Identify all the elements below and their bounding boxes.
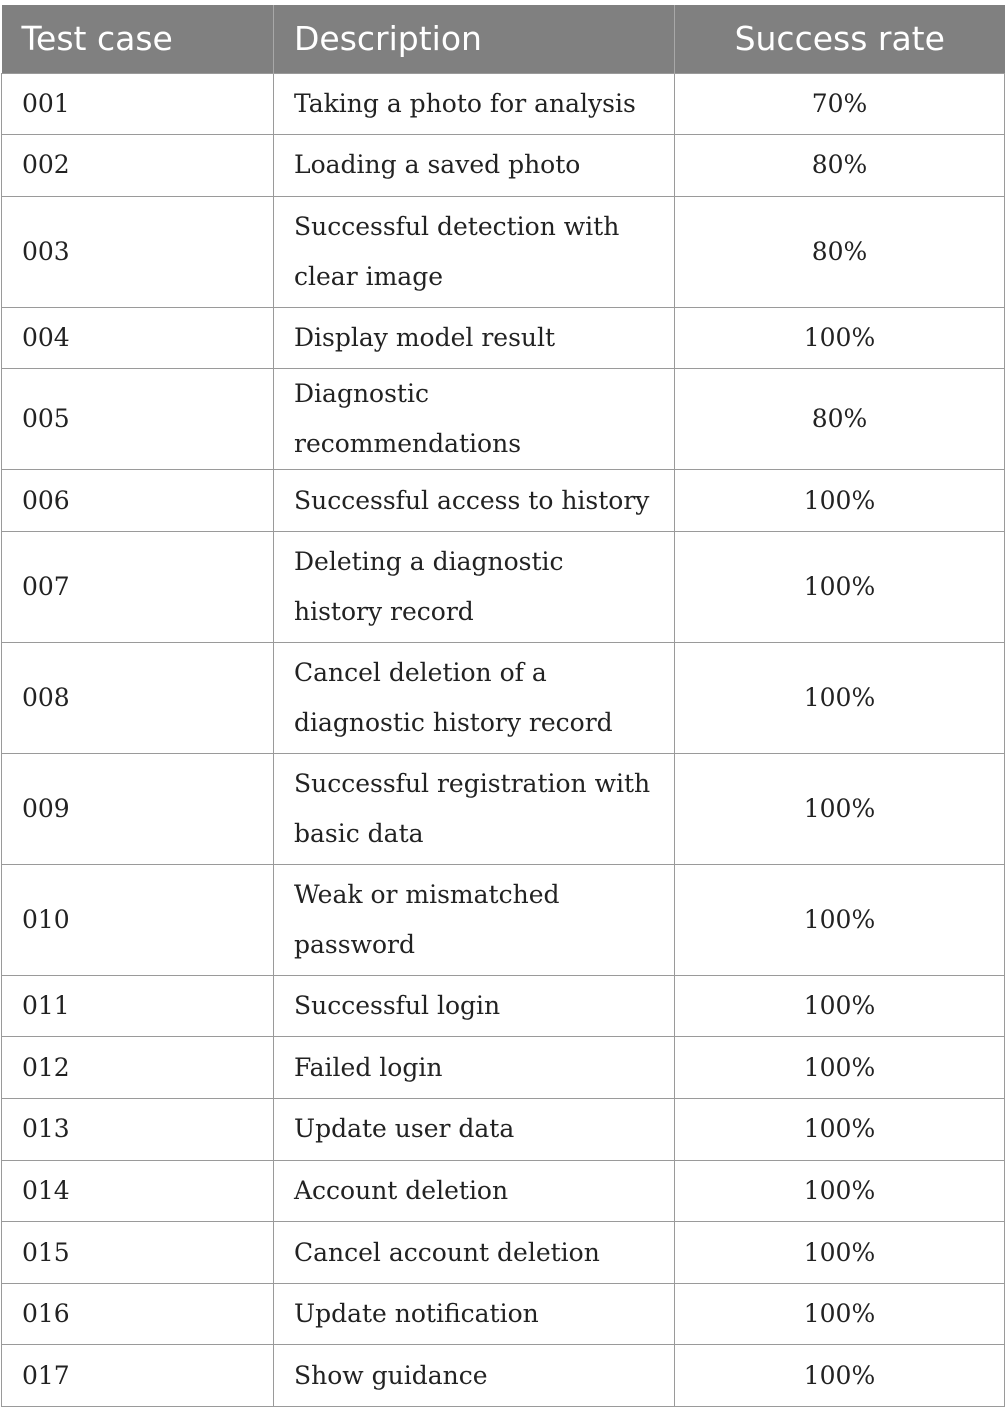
cell-description: Diagnostic recommendations [274,369,675,470]
cell-success-rate: 100% [675,1222,1005,1284]
cell-description: Weak or mismatched password [274,864,675,975]
cell-test-case: 016 [2,1283,274,1345]
cell-success-rate: 100% [675,1283,1005,1345]
cell-test-case: 010 [2,864,274,975]
cell-success-rate: 80% [675,369,1005,470]
header-test-case: Test case [2,5,274,73]
cell-test-case: 004 [2,307,274,369]
table-row [2,369,1005,470]
cell-test-case: 006 [2,470,274,532]
cell-success-rate: 80% [675,196,1005,307]
table-row [2,470,1005,532]
cell-description: Deleting a diagnostic history record [274,531,675,642]
cell-success-rate: 100% [675,1345,1005,1407]
cell-success-rate: 100% [675,1037,1005,1099]
cell-test-case: 007 [2,531,274,642]
cell-description: Cancel deletion of a diagnostic history record [274,642,675,753]
cell-success-rate: 100% [675,753,1005,864]
table-row [2,531,1005,642]
cell-success-rate: 100% [675,470,1005,532]
cell-success-rate: 100% [675,307,1005,369]
table-row [2,1345,1005,1407]
cell-description: Successful login [274,975,675,1037]
table-row [2,1160,1005,1222]
table-row [2,196,1005,307]
cell-description: Update user data [274,1099,675,1161]
cell-test-case: 015 [2,1222,274,1284]
table-header [2,5,1005,73]
table-row [2,307,1005,369]
cell-description: Loading a saved photo [274,135,675,197]
cell-test-case: 013 [2,1099,274,1161]
header-description: Description [274,5,675,73]
cell-success-rate: 100% [675,864,1005,975]
cell-test-case: 001 [2,73,274,135]
cell-description: Show guidance [274,1345,675,1407]
table-row [2,1283,1005,1345]
cell-test-case: 009 [2,753,274,864]
cell-test-case: 011 [2,975,274,1037]
cell-success-rate: 100% [675,1160,1005,1222]
table-row [2,73,1005,135]
cell-success-rate: 100% [675,1099,1005,1161]
table-row [2,1222,1005,1284]
cell-test-case: 002 [2,135,274,197]
table-row [2,642,1005,753]
cell-success-rate: 100% [675,642,1005,753]
table-row [2,1037,1005,1099]
cell-success-rate: 70% [675,73,1005,135]
table-row [2,864,1005,975]
cell-description: Successful access to history [274,470,675,532]
cell-test-case: 014 [2,1160,274,1222]
cell-test-case: 017 [2,1345,274,1407]
test-results-table [1,5,1005,1407]
table-row [2,753,1005,864]
cell-description: Successful registration with basic data [274,753,675,864]
cell-test-case: 005 [2,369,274,470]
cell-test-case: 012 [2,1037,274,1099]
cell-success-rate: 80% [675,135,1005,197]
cell-description: Successful detection with clear image [274,196,675,307]
cell-test-case: 003 [2,196,274,307]
cell-description: Failed login [274,1037,675,1099]
table-row [2,135,1005,197]
header-success-rate: Success rate [675,5,1005,73]
table-row [2,1099,1005,1161]
header-row [2,5,1005,73]
table-body [2,73,1005,1407]
cell-success-rate: 100% [675,531,1005,642]
cell-description: Account deletion [274,1160,675,1222]
cell-success-rate: 100% [675,975,1005,1037]
cell-description: Taking a photo for analysis [274,73,675,135]
table-row [2,975,1005,1037]
cell-description: Update notification [274,1283,675,1345]
cell-description: Cancel account deletion [274,1222,675,1284]
cell-test-case: 008 [2,642,274,753]
cell-description: Display model result [274,307,675,369]
